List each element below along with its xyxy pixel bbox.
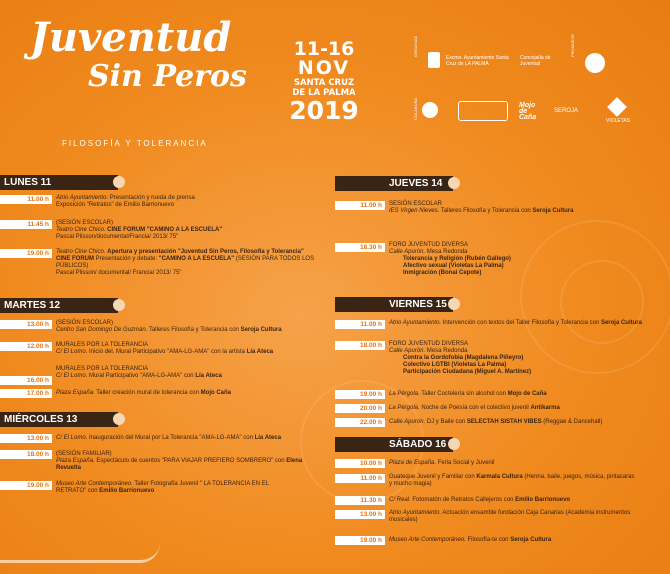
time-badge: 13.00 h (0, 320, 52, 329)
promueve-label: PROMUEVE (570, 34, 575, 57)
time-badge: 11.00 h (335, 320, 385, 329)
ayuntamiento-logo (428, 52, 440, 68)
day-label: MARTES 12 (4, 300, 61, 311)
dates-city-line2: DE LA PALMA (292, 88, 356, 98)
event-text: C/ Real. Fotomatón de Retratos Callejeros con Emilio Barrionuevo (389, 497, 571, 503)
event-text: (SESIÓN ESCOLAR) Centro San Domingo De Guzmán. Talleres Filosofía y Tolerancia con Seroja Cultura (56, 320, 282, 333)
time-badge: 17.00 h (0, 389, 52, 398)
day-header-lunes (0, 175, 118, 190)
scroll-decoration (0, 536, 160, 563)
day-label: MIÉRCOLES 13 (4, 414, 78, 425)
dates-city-line1: SANTA CRUZ (293, 78, 355, 88)
dates-month: NOV (297, 57, 351, 79)
time-badge: 18.00 h (335, 341, 385, 350)
event-text: Museo Arte Contemporáneo. Taller Fotografía Juvenil " LA TOLERANCIA EN EL RETRATO" con Emilio Barrionuevo (56, 481, 269, 494)
day-header-miercoles (0, 412, 118, 427)
logo-title: Juventud (30, 14, 232, 61)
colabora-label: COLABORA (413, 97, 418, 120)
violetas-icon (607, 97, 627, 117)
promoter-logo (585, 53, 605, 73)
time-badge: 20.00 h (335, 404, 385, 413)
time-badge: 12.00 h (0, 342, 52, 351)
event-text: C/ El Lomo. Inauguración del Mural por La Tolerancia "AMA-LG-AMA" con Lía Ateca (56, 435, 282, 441)
day-header-sabado (335, 437, 453, 452)
event-text: MURALES POR LA TOLERANCIA C/ El Lomo. Mural Participativo "AMA-LG-AMA" con Lía Ateca (56, 366, 222, 379)
event-text: Plaza de España. Feria Social y Juvenil (389, 460, 495, 466)
event-text: Guateque Juvenil y Familiar con Karmala Cultura (Henna, baile, juegos, música, pintacaras y mucho magia) (389, 474, 635, 487)
time-badge: 13.00 h (335, 510, 385, 519)
tagline: FILOSOFÍA Y TOLERANCIA (62, 139, 208, 148)
event-text: La Pérgola. Taller Coctelería sin alcohol con Mojo de Caña (389, 391, 547, 397)
collaborator-logo-1 (422, 102, 438, 118)
time-badge: 18.30 h (335, 243, 385, 252)
dates-year: 2019 (289, 96, 359, 125)
event-text: Museo Arte Contemporáneo. Filosofía-te con Seroja Cultura (389, 537, 552, 543)
event-text: Teatro Cine Chico. Apertura y presentación "Juventud Sin Peros, Filosofía y Tolerancia" CINE FORUM Presentación y debate: "CAMINO A LA ESCUELA" (SESIÓN PARA TODOS LOS PÚBLICOS) Pascal Plisson/ documental/ Francia/ 2013/ 75" (56, 249, 315, 276)
time-badge: 11.00 h (335, 474, 385, 483)
event-text: Atrio Ayuntamiento. Intervención con textos del Taller Filosofía y Tolerancia con Seroja Cultura (389, 320, 642, 326)
time-badge: 11.45 h (0, 220, 52, 229)
time-badge: 19.00 h (335, 390, 385, 399)
logo-subtitle: Sin Peros (88, 59, 247, 94)
day-label: VIERNES 15 (389, 299, 447, 310)
event-text: Calle Apurón. DJ y Baile con SELECTAH SISTAH VIBES (Reggae & Dancehall) (389, 419, 603, 425)
event-text: (SESIÓN FAMILIAR) Plaza España. Espectáculo de cuentos "PARA VIAJAR PREFIERO SOMBRERO" con Elena Revuelta (56, 451, 303, 471)
collaborator-logo-seroja: SEROJA (554, 108, 579, 114)
time-badge: 16.00 h (0, 376, 52, 385)
ayuntamiento-name: Excmo. Ayuntamiento Santa Cruz de LA PALMA (446, 55, 509, 67)
event-text: MURALES POR LA TOLERANCIA C/ El Lomo. Inicio del. Mural Participativo "AMA-LG-AMA" con la artista Lía Ateca (56, 342, 274, 355)
day-header-martes (0, 298, 118, 313)
day-label: SÁBADO 16 (389, 439, 447, 450)
event-dates (289, 40, 359, 123)
event-text: FORO JUVENTUD DIVERSA Calle Apurón. Mesa Redonda Tolerancia y Religión (Rubén Gallego) Afectivo sexual (Violetas La Palma) Inmigración (Bonai Cepote) (389, 242, 511, 276)
day-header-jueves (335, 176, 453, 191)
time-badge: 18.00 h (0, 450, 52, 459)
day-header-viernes (335, 297, 453, 312)
collaborator-logo-violetas: VIOLETAS (606, 118, 631, 124)
organiza-label: ORGANIZA (413, 36, 418, 57)
time-badge: 19.00 h (0, 249, 52, 258)
day-label: JUEVES 14 (389, 178, 443, 189)
time-badge: 11.30 h (335, 496, 385, 505)
event-text: FORO JUVENTUD DIVERSA Calle Apurón. Mesa Redonda Contra la Gordofobia (Magdalena Piñeyro) Colectivo LGTBI (Violetas La Palma) Participación Ciudadana (Miguel A. Martínez) (389, 341, 532, 375)
event-text: SESIÓN ESCOLAR IES Virgen Nieves. Talleres Filosofía y Tolerancia con Seroja Cultura (389, 201, 574, 214)
time-badge: 19.00 h (335, 536, 385, 545)
dates-range: 11-16 (293, 38, 355, 60)
time-badge: 19.00 h (0, 481, 52, 490)
event-text: Atrio Ayuntamiento. Actuación ensamble fundación Caja Canarias (Academia instrumentos musicales) (389, 510, 631, 523)
time-badge: 22.00 h (335, 418, 385, 427)
event-text: La Pérgola. Noche de Poesía con el colectivo juvenil Antikarma (389, 405, 560, 411)
time-badge: 10.00 h (335, 459, 385, 468)
event-text: (SESIÓN ESCOLAR) Teatro Cine Chico. CINE FORUM "CAMINO A LA ESCUELA" Pascal Plisson/documental/Francia/ 2013/ 75" (56, 220, 223, 240)
collaborator-logo-2 (458, 101, 508, 121)
time-badge: 11.00 h (335, 201, 385, 210)
collaborator-logo-mojo: Mojo de Caña (519, 102, 537, 121)
event-text: Plaza España. Taller creación mural de tolerancia con Mojo Caña (56, 390, 231, 396)
time-badge: 11.00 h (0, 195, 52, 204)
concejalia-name: Concejalía de Juventud (520, 55, 551, 67)
day-label: LUNES 11 (4, 177, 52, 188)
time-badge: 13.00 h (0, 434, 52, 443)
event-text: Atrio Ayuntamiento. Presentación y rueda de prensa Exposición "Retratos" de Emilio Barrionuevo (56, 195, 195, 208)
